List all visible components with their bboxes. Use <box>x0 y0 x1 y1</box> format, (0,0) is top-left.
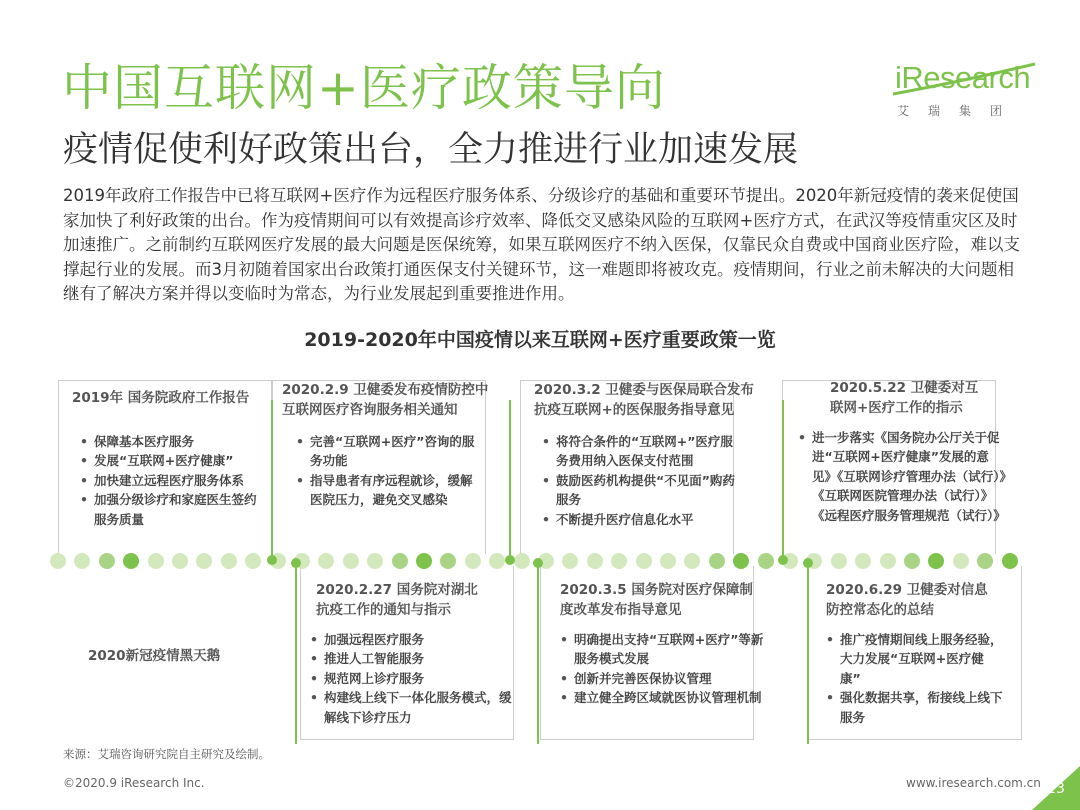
list-item: • 明确提出支持“互联网+医疗”等新服务模式发展 <box>560 630 770 669</box>
timeline-dot <box>416 553 432 569</box>
card-heading <box>72 388 249 408</box>
card-heading <box>534 380 754 420</box>
list-item: • 鼓励医药机构提供“不见面”购药服务 <box>542 471 742 510</box>
card-heading-line: 2019年 国务院政府工作报告 <box>72 390 250 406</box>
list-item: • 加强远程医疗服务 <box>310 630 522 649</box>
card-list <box>560 630 770 708</box>
card-heading-line: 防控常态化的总结 <box>826 602 934 618</box>
timeline-dot <box>758 553 774 569</box>
card-heading <box>826 580 988 620</box>
list-item: • 加强分级诊疗和家庭医生签约服务质量 <box>80 490 260 529</box>
timeline-dot <box>660 553 676 569</box>
card-heading-line: 度改革发布指导意见 <box>560 602 682 618</box>
timeline-dot <box>709 553 725 569</box>
connector-node <box>778 555 788 565</box>
black-swan-label: 2020新冠疫情黑天鹅 <box>88 648 221 664</box>
source-note: 来源：艾瑞咨询研究院自主研究及绘制。 <box>63 747 270 761</box>
card-heading-line: 互联网医疗咨询服务相关通知 <box>282 402 458 418</box>
list-item: • 加快建立远程医疗服务体系 <box>80 471 260 490</box>
list-item: • 创新并完善医保协议管理 <box>560 669 770 688</box>
timeline-dot <box>514 553 530 569</box>
card-heading-line: 2020.2.9 卫健委发布疫情防控中 <box>282 382 489 398</box>
list-item: • 完善“互联网+医疗”咨询的服务功能 <box>296 432 476 471</box>
timeline-dot <box>123 553 139 569</box>
intro-paragraph: 2019年政府工作报告中已将互联网+医疗作为远程医疗服务体系、分级诊疗的基础和重要环节提出。2020年新冠疫情的袭来促使国家加快了利好政策的出台。作为疫情期间可以有效提高诊疗效率、降低交叉感染风险的互联网+医疗方式，在武汉等疫情重灾区及时加速推广。之前制约互联网医疗发展的最大问题是医保统筹，如果互联网医疗不纳入医保，仅靠民众自费或中国商业医疗险，难以支撑起行业的发展。而3月初随着国家出台政策打通医保支付关键环节，这一难题即将被攻克。疫情期间，行业之前未解决的大问题相继有了解决方案并得以变临时为常态，为行业发展起到重要推进作用。 <box>63 186 1020 304</box>
timeline-title: 2019-2020年中国疫情以来互联网+医疗重要政策一览 <box>304 329 776 351</box>
card-heading-line: 2020.6.29 卫健委对信息 <box>826 582 988 598</box>
timeline-dot <box>587 553 603 569</box>
timeline-dot <box>465 553 481 569</box>
card-list <box>798 428 1006 525</box>
connector-line <box>509 400 511 562</box>
connector-line <box>537 566 539 744</box>
card-heading <box>560 580 753 620</box>
website-link[interactable]: www.iresearch.com.cn <box>906 776 1041 790</box>
card-list <box>80 432 260 529</box>
card-heading <box>282 380 488 420</box>
card-list <box>826 630 1004 727</box>
connector-line <box>295 566 297 744</box>
logo-chinese-name: 艾瑞集团 <box>897 104 1022 118</box>
timeline-dot <box>148 553 164 569</box>
timeline-dot <box>99 553 115 569</box>
card-heading-line: 抗疫互联网+的医保服务指导意见 <box>534 402 735 418</box>
timeline-dot <box>636 553 652 569</box>
list-item: • 不断提升医疗信息化水平 <box>542 510 742 529</box>
card-heading-line: 2020.2.27 国务院对湖北 <box>316 582 478 598</box>
page-subtitle: 疫情促使利好政策出台，全力推进行业加速发展 <box>63 130 799 170</box>
page-title: 中国互联网+医疗政策导向 <box>62 59 666 117</box>
timeline-dot <box>953 553 969 569</box>
timeline-dot <box>831 553 847 569</box>
card-heading-line: 2020.5.22 卫健委对互 <box>830 380 979 396</box>
list-item: • 进一步落实《国务院办公厅关于促进“互联网+医疗健康”发展的意见》《互联网诊疗管理办法（试行）》《互联网医院管理办法（试行）》《远程医疗服务管理规范（试行）》 <box>798 428 1006 525</box>
connector-node <box>533 558 543 568</box>
timeline-dot <box>221 553 237 569</box>
timeline-dot <box>904 553 920 569</box>
card-list <box>296 432 476 510</box>
card-heading-line: 2020.3.2 卫健委与医保局联合发布 <box>534 382 754 398</box>
card-heading-line: 抗疫工作的通知与指示 <box>316 602 451 618</box>
list-item: • 发展“互联网+医疗健康” <box>80 451 260 470</box>
connector-node <box>505 555 515 565</box>
connector-line <box>807 566 809 744</box>
card-heading <box>830 378 978 418</box>
list-item: • 保障基本医疗服务 <box>80 432 260 451</box>
connector-node <box>267 555 277 565</box>
list-item: • 规范网上诊疗服务 <box>310 669 522 688</box>
timeline-dot <box>245 553 261 569</box>
connector-line <box>271 400 273 562</box>
card-heading-line: 2020.3.5 国务院对医疗保障制 <box>560 582 753 598</box>
list-item: • 建立健全跨区域就医协议管理机制 <box>560 688 770 707</box>
card-heading-line: 联网+医疗工作的指示 <box>830 400 963 416</box>
card-list <box>542 432 742 529</box>
timeline-dot <box>392 553 408 569</box>
timeline-dot <box>74 553 90 569</box>
timeline-dot <box>172 553 188 569</box>
card-list <box>310 630 522 727</box>
timeline-dot <box>1002 553 1018 569</box>
connector-node <box>803 558 813 568</box>
timeline-dot <box>880 553 896 569</box>
card-heading <box>316 580 478 620</box>
list-item: • 推进人工智能服务 <box>310 649 522 668</box>
list-item: • 强化数据共享，衔接线上线下服务 <box>826 688 1004 727</box>
page-number: 23 <box>1047 781 1065 797</box>
timeline-dot <box>343 553 359 569</box>
connector-node <box>291 558 301 568</box>
copyright-text: ©2020.9 iResearch Inc. <box>63 776 205 790</box>
iresearch-logo <box>895 58 1035 128</box>
timeline-dot <box>196 553 212 569</box>
list-item: • 指导患者有序远程就诊，缓解医院压力，避免交叉感染 <box>296 471 476 510</box>
timeline-dot <box>50 553 66 569</box>
logo-wordmark: iResearch <box>895 60 1031 95</box>
list-item: • 将符合条件的“互联网+”医疗服务费用纳入医保支付范围 <box>542 432 742 471</box>
connector-line <box>782 400 784 562</box>
list-item: • 构建线上线下一体化服务模式，缓解线下诊疗压力 <box>310 688 522 727</box>
list-item: • 推广疫情期间线上服务经验，大力发展“互联网+医疗健康” <box>826 630 1004 688</box>
